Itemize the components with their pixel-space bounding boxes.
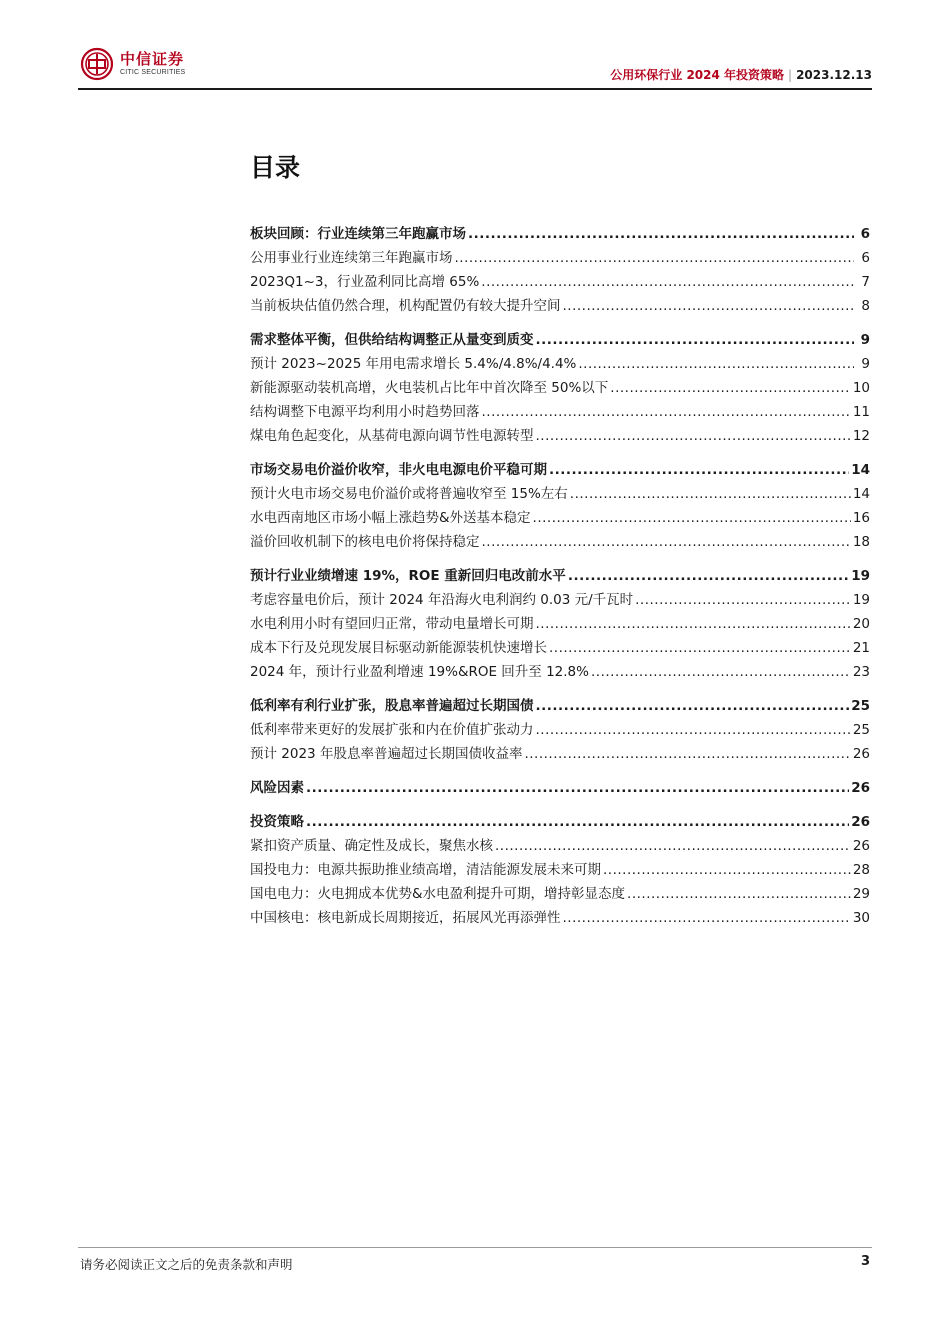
toc-entry-page: 9 <box>861 356 870 372</box>
toc-entry-page: 6 <box>860 226 870 242</box>
toc-entry-page: 29 <box>852 886 870 902</box>
toc-entry-page: 10 <box>852 380 870 396</box>
toc-entry-title: 预计火电市场交易电价溢价或将普遍收窄至 15%左右 <box>250 486 568 502</box>
toc-entry-title: 低利率有利行业扩张，股息率普遍超过长期国债 <box>250 698 534 714</box>
toc-entry-title: 公用事业行业连续第三年跑赢市场 <box>250 250 453 266</box>
toc-entry-page: 18 <box>852 534 870 550</box>
toc-entry-title: 低利率带来更好的发展扩张和内在价值扩张动力 <box>250 722 534 738</box>
toc-leader-dots <box>306 814 849 830</box>
toc-leader-dots <box>603 862 851 878</box>
toc-entry-title: 新能源驱动装机高增，火电装机占比年中首次降至 50%以下 <box>250 380 609 396</box>
toc-subsection-entry[interactable] <box>250 352 870 376</box>
toc-leader-dots <box>536 332 855 348</box>
toc-entry-page: 19 <box>851 568 870 584</box>
toc-section-entry[interactable] <box>250 776 870 800</box>
toc-subsection-entry[interactable] <box>250 718 870 742</box>
toc-leader-dots <box>482 534 851 550</box>
toc-entry-title: 中国核电：核电新成长周期接近，拓展风光再添弹性 <box>250 910 561 926</box>
toc-leader-dots <box>524 746 850 762</box>
toc-entry-title: 考虑容量电价后，预计 2024 年沿海火电利润约 0.03 元/千瓦时 <box>250 592 634 608</box>
toc-subsection-entry[interactable] <box>250 482 870 506</box>
toc-leader-dots <box>563 298 855 314</box>
toc-section-entry[interactable] <box>250 222 870 246</box>
page-header <box>78 44 872 90</box>
toc-entry-page: 26 <box>851 814 870 830</box>
toc-entry-title: 2023Q1~3，行业盈利同比高增 65% <box>250 274 480 290</box>
toc-entry-title: 市场交易电价溢价收窄，非火电电源电价平稳可期 <box>250 462 547 478</box>
report-title: 公用环保行业 2024 年投资策略 <box>610 68 785 82</box>
toc-subsection-entry[interactable] <box>250 834 870 858</box>
toc-section-entry[interactable] <box>250 810 870 834</box>
footer-divider <box>78 1247 872 1248</box>
toc-leader-dots <box>533 510 851 526</box>
toc-subsection-entry[interactable] <box>250 294 870 318</box>
toc-entry-title: 煤电角色起变化，从基荷电源向调节性电源转型 <box>250 428 534 444</box>
toc-subsection-entry[interactable] <box>250 906 870 930</box>
toc-entry-title: 国电电力：火电拥成本优势&水电盈利提升可期，增持彰显态度 <box>250 886 626 902</box>
toc-entry-page: 6 <box>861 250 870 266</box>
toc-entry-page: 8 <box>861 298 870 314</box>
toc-entry-page: 26 <box>852 746 870 762</box>
toc-subsection-entry[interactable] <box>250 858 870 882</box>
toc-entry-title: 预计 2023 年股息率普遍超过长期国债收益率 <box>250 746 523 762</box>
toc-entry-page: 12 <box>852 428 870 444</box>
citic-logo <box>80 47 185 81</box>
page-title: 目录 <box>250 153 301 182</box>
toc-subsection-entry[interactable] <box>250 742 870 766</box>
table-of-contents <box>250 222 870 930</box>
toc-leader-dots <box>568 568 849 584</box>
toc-entry-page: 25 <box>851 698 870 714</box>
toc-entry-page: 7 <box>861 274 870 290</box>
toc-entry-page: 28 <box>852 862 870 878</box>
toc-entry-title: 2024 年，预计行业盈利增速 19%&ROE 回升至 12.8% <box>250 664 589 680</box>
toc-subsection-entry[interactable] <box>250 882 870 906</box>
footer-page-number: 3 <box>860 1254 870 1269</box>
toc-leader-dots <box>536 616 851 632</box>
toc-section-entry[interactable] <box>250 458 870 482</box>
toc-entry-title: 预计 2023~2025 年用电需求增长 5.4%/4.8%/4.4% <box>250 356 577 372</box>
toc-entry-title: 水电西南地区市场小幅上涨趋势&外送基本稳定 <box>250 510 531 526</box>
toc-entry-title: 结构调整下电源平均利用小时趋势回落 <box>250 404 480 420</box>
toc-entry-title: 需求整体平衡，但供给结构调整正从量变到质变 <box>250 332 534 348</box>
toc-entry-page: 23 <box>852 664 870 680</box>
toc-subsection-entry[interactable] <box>250 612 870 636</box>
toc-entry-page: 20 <box>852 616 870 632</box>
toc-entry-page: 21 <box>852 640 870 656</box>
toc-entry-page: 26 <box>851 780 870 796</box>
toc-subsection-entry[interactable] <box>250 424 870 448</box>
toc-entry-page: 14 <box>851 462 870 478</box>
toc-leader-dots <box>610 380 851 396</box>
logo-english-name: CITIC SECURITIES <box>120 69 186 76</box>
report-date: 2023.12.13 <box>796 68 872 82</box>
toc-entry-title: 风险因素 <box>250 780 304 796</box>
toc-leader-dots <box>563 910 851 926</box>
toc-leader-dots <box>468 226 854 242</box>
header-divider <box>78 88 872 90</box>
toc-leader-dots <box>495 838 851 854</box>
toc-entry-page: 30 <box>852 910 870 926</box>
toc-leader-dots <box>570 486 851 502</box>
toc-subsection-entry[interactable] <box>250 270 870 294</box>
header-separator: | <box>788 68 793 82</box>
toc-entry-title: 当前板块估值仍然合理，机构配置仍有较大提升空间 <box>250 298 561 314</box>
toc-entry-title: 预计行业业绩增速 19%，ROE 重新回归电改前水平 <box>250 568 566 584</box>
toc-entry-page: 26 <box>852 838 870 854</box>
toc-leader-dots <box>536 722 851 738</box>
toc-section-entry[interactable] <box>250 694 870 718</box>
toc-leader-dots <box>627 886 851 902</box>
toc-entry-title: 投资策略 <box>250 814 304 830</box>
toc-leader-dots <box>578 356 854 372</box>
toc-leader-dots <box>455 250 855 266</box>
toc-leader-dots <box>549 462 849 478</box>
toc-entry-page: 14 <box>852 486 870 502</box>
citic-emblem-icon <box>80 47 114 81</box>
toc-entry-title: 水电利用小时有望回归正常，带动电量增长可期 <box>250 616 534 632</box>
toc-entry-title: 板块回顾：行业连续第三年跑赢市场 <box>250 226 466 242</box>
logo-chinese-name: 中信证券 <box>120 50 185 68</box>
toc-entry-page: 11 <box>852 404 870 420</box>
toc-leader-dots <box>536 428 851 444</box>
toc-leader-dots <box>536 698 850 714</box>
toc-subsection-entry[interactable] <box>250 588 870 612</box>
toc-leader-dots <box>635 592 851 608</box>
toc-subsection-entry[interactable] <box>250 400 870 424</box>
toc-subsection-entry[interactable] <box>250 530 870 554</box>
toc-leader-dots <box>591 664 851 680</box>
toc-section-entry[interactable] <box>250 328 870 352</box>
toc-entry-page: 9 <box>860 332 870 348</box>
toc-entry-title: 国投电力：电源共振助推业绩高增，清洁能源发展未来可期 <box>250 862 601 878</box>
toc-entry-page: 16 <box>852 510 870 526</box>
toc-entry-title: 成本下行及兑现发展目标驱动新能源装机快速增长 <box>250 640 547 656</box>
toc-leader-dots <box>481 274 854 290</box>
toc-section-entry[interactable] <box>250 564 870 588</box>
toc-entry-title: 紧扣资产质量、确定性及成长，聚焦水核 <box>250 838 493 854</box>
toc-leader-dots <box>482 404 851 420</box>
toc-subsection-entry[interactable] <box>250 636 870 660</box>
toc-leader-dots <box>306 780 849 796</box>
footer-disclaimer: 请务必阅读正文之后的免责条款和声明 <box>80 1257 293 1272</box>
toc-subsection-entry[interactable] <box>250 660 870 684</box>
toc-subsection-entry[interactable] <box>250 246 870 270</box>
toc-subsection-entry[interactable] <box>250 506 870 530</box>
toc-entry-page: 19 <box>852 592 870 608</box>
toc-subsection-entry[interactable] <box>250 376 870 400</box>
toc-leader-dots <box>549 640 851 656</box>
toc-entry-title: 溢价回收机制下的核电电价将保持稳定 <box>250 534 480 550</box>
toc-entry-page: 25 <box>852 722 870 738</box>
report-header-info <box>610 66 872 83</box>
